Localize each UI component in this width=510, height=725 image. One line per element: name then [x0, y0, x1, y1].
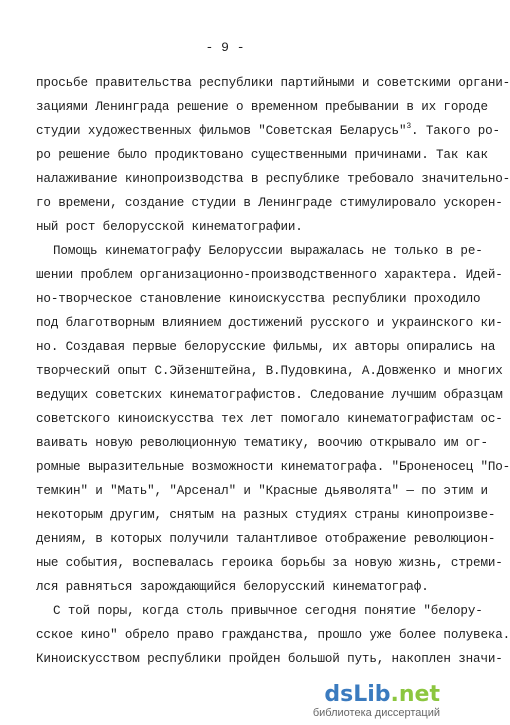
- text-line: темкин" и "Мать", "Арсенал" и "Красные дьяволята" — по этим и: [36, 484, 488, 498]
- text-line: ваивать новую революционную тематику, воочию открывало им ог-: [36, 436, 488, 450]
- text-line: творческий опыт С.Эйзенштейна, В.Пудовкина, А.Довженко и многих: [36, 364, 503, 378]
- text-line: но. Создавая первые белорусские фильмы, их авторы опирались на: [36, 340, 496, 354]
- text-line: Помощь кинематографу Белоруссии выражалась не только в ре-: [53, 244, 483, 258]
- text-line: сское кино" обрело право гражданства, прошло уже более полувека.: [36, 628, 510, 642]
- text-line: С той поры, когда столь привычное сегодня понятие "белору-: [53, 604, 483, 618]
- text-line: лся равняться зарождающийся белорусский кинематограф.: [36, 580, 429, 594]
- text-line: ведущих советских кинематографистов. Следование лучшим образцам: [36, 388, 503, 402]
- text-line: го времени, создание студии в Ленинграде стимулировало ускорен-: [36, 196, 503, 210]
- text-line: ные события, воспевалась героика борьбы за новую жизнь, стреми-: [36, 556, 503, 570]
- watermark: [313, 684, 440, 719]
- text-line: шении проблем организационно-производственного характера. Идей-: [36, 268, 503, 282]
- footnote-ref: 3: [406, 122, 412, 131]
- text-line: студии художественных фильмов "Советская Беларусь"$^3$. Такого ро-: [36, 122, 500, 138]
- text-line: под благотворным влиянием достижений русского и украинского ки-: [36, 316, 503, 330]
- text-line: зациями Ленинграда решение о временном пребывании в их городе: [36, 100, 488, 114]
- text-line: Киноискусством республики пройден большой путь, накоплен значи-: [36, 652, 503, 666]
- text-line: дениям, в которых получили талантливое отображение революцион-: [36, 532, 496, 546]
- text-line: некоторым другим, снятым на разных студиях страны кинопроизве-: [36, 508, 496, 522]
- dslib-logo: [313, 684, 440, 706]
- logo-suffix: .net: [390, 682, 440, 707]
- text-line: налаживание кинопроизводства в республике требовало значительно-: [36, 172, 510, 186]
- watermark-subtitle: библиотека диссертаций: [312, 707, 440, 719]
- text-line: ро решение было продиктовано существенными причинами. Так как: [36, 148, 488, 162]
- text-line: ромные выразительные возможности кинематографа. "Броненосец "По-: [36, 460, 510, 474]
- logo-main: dsLib: [324, 682, 391, 707]
- text-line: но-творческое становление киноискусства республики проходило: [36, 292, 481, 306]
- text-line: ный рост белорусской кинематографии.: [36, 220, 303, 234]
- text-line: советского киноискусства тех лет помогало кинематографистам ос-: [36, 412, 503, 426]
- text-line: просьбе правительства республики партийными и советскими органи-: [36, 76, 510, 90]
- page-number: - 9 -: [205, 40, 245, 55]
